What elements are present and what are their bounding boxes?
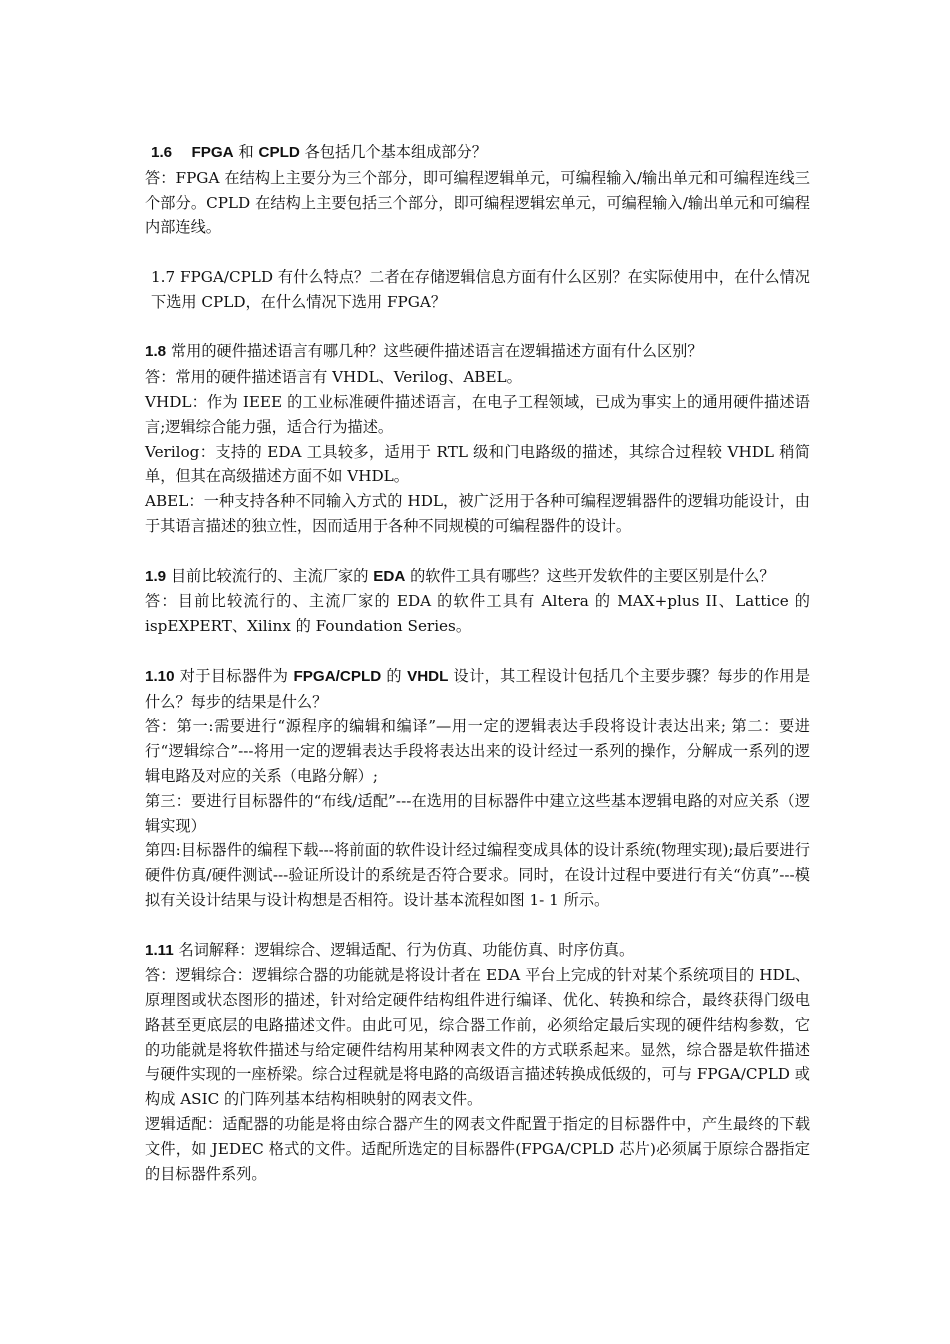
question-text: 的软件工具有哪些？这些开发软件的主要区别是什么？ bbox=[405, 566, 775, 585]
question-text: 对于目标器件为 bbox=[174, 666, 294, 685]
question-text: 名词解释：逻辑综合、逻辑适配、行为仿真、功能仿真、时序仿真。 bbox=[173, 940, 635, 959]
question-number: 1.9 bbox=[145, 567, 167, 585]
question-text: 常用的硬件描述语言有哪几种？这些硬件描述语言在逻辑描述方面有什么区别？ bbox=[166, 342, 703, 361]
bold-term: VHDL bbox=[407, 667, 449, 685]
question-text: 的 bbox=[381, 666, 408, 685]
question-1-10 bbox=[145, 664, 810, 715]
question-1-6 bbox=[145, 140, 810, 166]
answer-1-11-synthesis: 答：逻辑综合：逻辑综合器的功能就是将设计者在 EDA 平台上完成的针对某个系统项目的 HDL、原理图或状态图形的描述，针对给定硬件结构组件进行编译、优化、转换和综合，最终获得门级电路甚至更底层的电路描述文件。由此可见，综合器工作前，必须给定最后实现的硬件结构参数，它的功能就是将软件描述与给定硬件结构用某种网表文件的方式联系起来。显然，综合器是软件描述与硬件实现的一座桥梁。综合过程就是将电路的高级语言描述转换成低级的，可与 FPGA/CPLD 或构成 ASIC 的门阵列基本结构相映射的网表文件。 bbox=[145, 966, 810, 1109]
answer-1-10-part3: 第四:目标器件的编程下载---将前面的软件设计经过编程变成具体的设计系统(物理实现);最后要进行硬件仿真/硬件测试---验证所设计的系统是否符合要求。同时，在设计过程中要进行有关“仿真”---模拟有关设计结果与设计构想是否相符。设计基本流程如图 1- 1 所示。 bbox=[145, 841, 810, 909]
answer-1-9: 答：目前比较流行的、主流厂家的 EDA 的软件工具有 Altera 的 MAX+plus II、Lattice 的 ispEXPERT、Xilinx 的 Foundation Series。 bbox=[145, 592, 810, 636]
question-1-9 bbox=[145, 564, 810, 590]
question-number: 1.11 bbox=[145, 941, 174, 959]
question-text: 和 bbox=[233, 143, 259, 161]
question-1-8 bbox=[145, 339, 810, 365]
bold-term: EDA bbox=[373, 567, 406, 585]
answer-1-10-part2: 第三：要进行目标器件的“布线/适配”---在选用的目标器件中建立这些基本逻辑电路的对应关系（逻辑实现） bbox=[145, 791, 810, 835]
answer-1-8-vhdl: VHDL：作为 IEEE 的工业标准硬件描述语言，在电子工程领域，已成为事实上的通用硬件描述语言;逻辑综合能力强，适合行为描述。 bbox=[145, 392, 810, 436]
answer-1-10-part1: 答：第一:需要进行“源程序的编辑和编译”—用一定的逻辑表达手段将设计表达出来; 第二：要进行“逻辑综合”---将用一定的逻辑表达手段将表达出来的设计经过一系列的操作，分解成一系列的逻辑电路及对应的关系（电路分解）; bbox=[145, 717, 810, 785]
question-text: 目前比较流行的、主流厂家的 bbox=[166, 566, 374, 585]
question-number: 1.6 bbox=[151, 144, 173, 161]
question-1-7: 1.7 FPGA/CPLD 有什么特点？二者在存储逻辑信息方面有什么区别？在实际使用中，在什么情况下选用 CPLD，在什么情况下选用 FPGA？ bbox=[151, 267, 810, 311]
question-text: 设计，其工程设计包括几个主要步骤？每步的作用是什么？每步的结果是什么？ bbox=[145, 666, 811, 711]
bold-term: FPGA/CPLD bbox=[293, 667, 382, 685]
question-text: 各包括几个基本组成部分？ bbox=[299, 143, 487, 161]
answer-1-8: 答：常用的硬件描述语言有 VHDL、Verilog、ABEL。 bbox=[145, 368, 522, 387]
question-number: 1.8 bbox=[145, 343, 167, 361]
answer-1-6: 答：FPGA 在结构上主要分为三个部分，即可编程逻辑单元，可编程输入/输出单元和可编程连线三个部分。CPLD 在结构上主要包括三个部分，即可编程逻辑宏单元，可编程输入/输出单元和可编程内部连线。 bbox=[145, 168, 810, 237]
question-number: 1.10 bbox=[145, 667, 175, 685]
answer-1-8-verilog: Verilog：支持的 EDA 工具较多，适用于 RTL 级和门电路级的描述，其综合过程较 VHDL 稍简单，但其在高级描述方面不如 VHDL。 bbox=[145, 442, 810, 486]
bold-term: FPGA bbox=[191, 144, 234, 161]
answer-1-11-fitting: 逻辑适配：适配器的功能是将由综合器产生的网表文件配置于指定的目标器件中，产生最终的下载文件，如 JEDEC 格式的文件。适配所选定的目标器件(FPGA/CPLD 芯片)必须属于原综合器指定的目标器件系列。 bbox=[145, 1115, 810, 1183]
answer-1-8-abel: ABEL：一种支持各种不同输入方式的 HDL，被广泛用于各种可编程逻辑器件的逻辑功能设计，由于其语言描述的独立性，因而适用于各种不同规模的可编程器件的设计。 bbox=[145, 492, 810, 535]
bold-term: CPLD bbox=[258, 144, 300, 161]
document-page bbox=[145, 140, 810, 1186]
question-1-11 bbox=[145, 938, 810, 964]
